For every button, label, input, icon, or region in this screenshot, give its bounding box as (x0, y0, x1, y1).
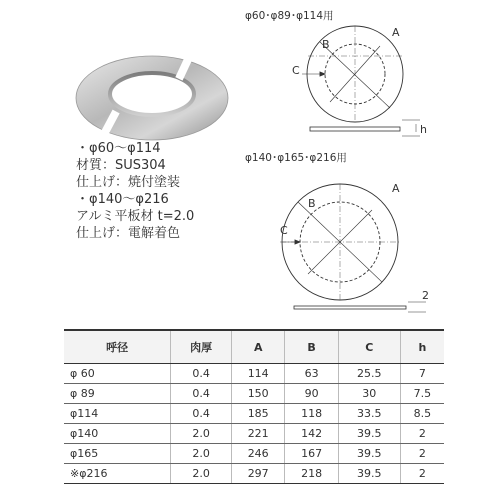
spec-finish-small: 仕上げ：焼付塗装 (76, 175, 181, 190)
header-nominal: 呼径 (64, 330, 171, 364)
header-a: A (231, 330, 284, 364)
label-c-small: C (292, 64, 300, 77)
label-h: h (420, 123, 427, 136)
table-row: φ165 2.0 246 167 39.5 2 (64, 444, 444, 464)
product-photo (72, 48, 232, 143)
label-a-small: A (392, 26, 400, 39)
spec-size-large: ・φ140～φ216 (76, 192, 169, 207)
dimensions-table (64, 329, 444, 484)
table-row: φ 60 0.4 114 63 25.5 7 (64, 364, 444, 384)
spec-plate: アルミ平板材 t=2.0 (76, 209, 195, 224)
table-row: φ140 2.0 221 142 39.5 2 (64, 424, 444, 444)
table-header-row (64, 330, 444, 364)
header-thickness: 肉厚 (171, 330, 232, 364)
spec-list (76, 140, 256, 242)
table-row: ※φ216 2.0 297 218 39.5 2 (64, 464, 444, 484)
label-b-large: B (308, 197, 316, 210)
table-row: φ 89 0.4 150 90 30 7.5 (64, 384, 444, 404)
drawing-caption-small: φ60･φ89･φ114用 (245, 10, 334, 22)
header-c: C (338, 330, 400, 364)
spec-finish-large: 仕上げ：電解着色 (76, 226, 181, 241)
label-c-large: C (280, 224, 288, 237)
spec-material: 材質：SUS304 (76, 158, 166, 173)
table-row: φ114 0.4 185 118 33.5 8.5 (64, 404, 444, 424)
header-b: B (285, 330, 338, 364)
label-thickness: 2 (422, 289, 429, 302)
label-b-small: B (322, 38, 330, 51)
technical-drawing (280, 12, 500, 332)
profile-small (310, 127, 400, 131)
label-a-large: A (392, 182, 400, 195)
profile-large (294, 306, 406, 309)
spec-size-small: ・φ60～φ114 (76, 141, 161, 156)
drawing-caption-large: φ140･φ165･φ216用 (245, 152, 347, 164)
header-h: h (400, 330, 444, 364)
